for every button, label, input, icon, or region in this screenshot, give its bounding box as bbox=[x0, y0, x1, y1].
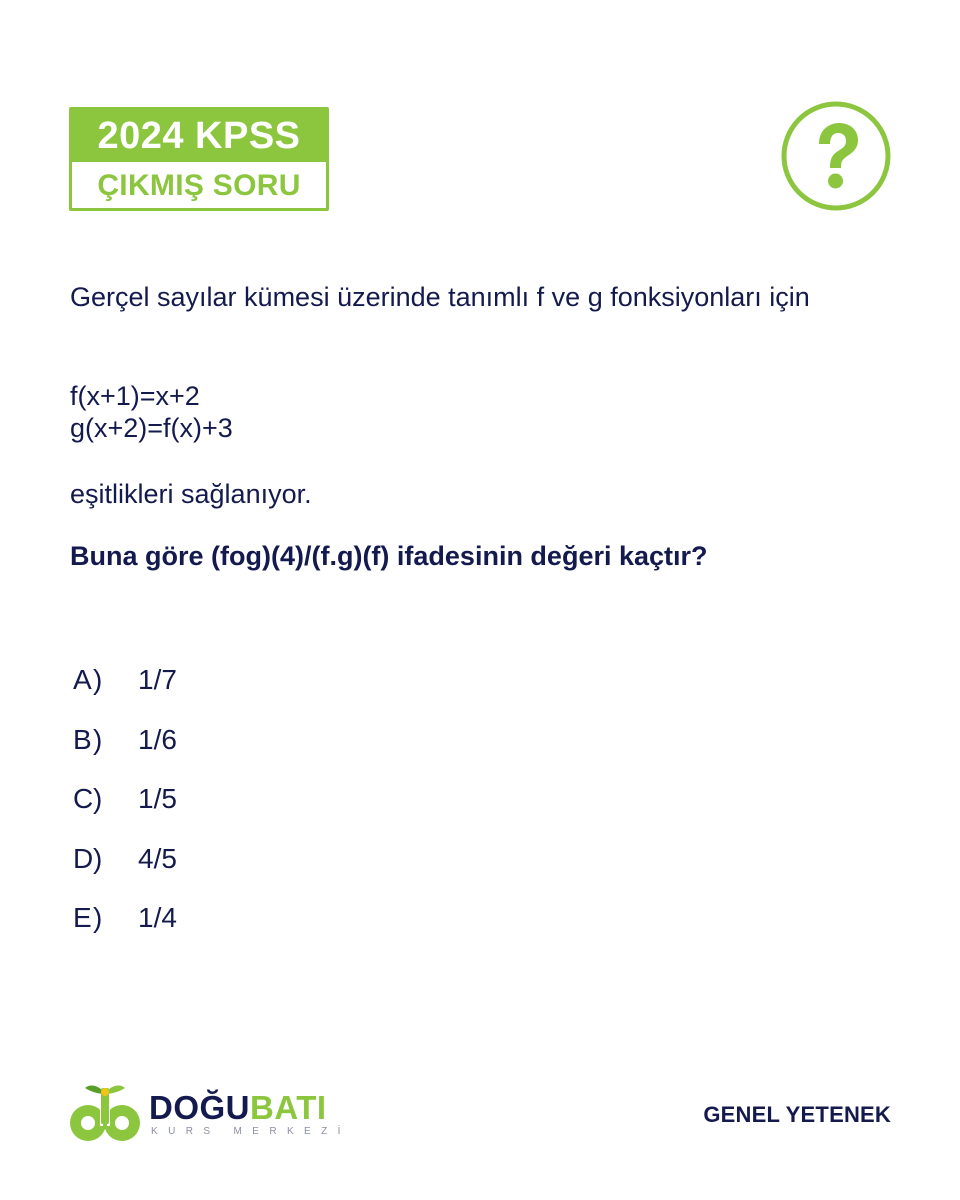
option-e[interactable] bbox=[73, 898, 473, 938]
option-paren: ) bbox=[93, 783, 103, 814]
option-paren: ) bbox=[93, 842, 103, 874]
option-value: 1/6 bbox=[138, 723, 177, 755]
option-letter: B bbox=[73, 723, 92, 755]
option-c[interactable] bbox=[73, 779, 473, 819]
question-condition: eşitlikleri sağlanıyor. bbox=[70, 479, 312, 509]
question-mark-icon bbox=[781, 101, 891, 211]
exam-badge bbox=[69, 107, 329, 211]
question-intro: Gerçel sayılar kümesi üzerinde tanımlı f ve g fonksiyonları için bbox=[70, 282, 810, 312]
subject-label: GENEL YETENEK bbox=[703, 1102, 891, 1127]
badge-subtitle: ÇIKMIŞ SORU bbox=[97, 169, 301, 202]
option-letter: E bbox=[73, 902, 92, 933]
option-letter: C bbox=[73, 783, 94, 814]
logo-name bbox=[149, 1090, 327, 1126]
option-value: 1/7 bbox=[138, 664, 177, 695]
logo-name-part1: DOĞU bbox=[149, 1089, 250, 1126]
option-d[interactable] bbox=[73, 839, 473, 879]
badge-title: 2024 KPSS bbox=[72, 110, 326, 162]
logo-name-part2: BATI bbox=[250, 1089, 327, 1126]
question-prompt: Buna göre (fog)(4)/(f.g)(f) ifadesinin değeri kaçtır? bbox=[70, 541, 708, 571]
option-letter: A bbox=[73, 664, 92, 695]
option-value: 1/4 bbox=[138, 902, 177, 933]
brand-logo bbox=[69, 1082, 359, 1142]
dogubati-logo-icon bbox=[69, 1082, 141, 1142]
option-paren: ) bbox=[93, 902, 103, 933]
equation-2: g(x+2)=f(x)+3 bbox=[70, 413, 233, 443]
option-value: 1/5 bbox=[138, 783, 177, 814]
option-a[interactable] bbox=[73, 660, 473, 700]
option-value: 4/5 bbox=[138, 842, 177, 874]
option-paren: ) bbox=[93, 664, 103, 695]
option-b[interactable] bbox=[73, 720, 473, 760]
logo-subtitle: KURS MERKEZİ bbox=[151, 1126, 351, 1137]
answer-options bbox=[73, 660, 473, 958]
equation-1: f(x+1)=x+2 bbox=[70, 381, 200, 411]
option-paren: ) bbox=[93, 723, 103, 755]
option-letter: D bbox=[73, 842, 94, 874]
